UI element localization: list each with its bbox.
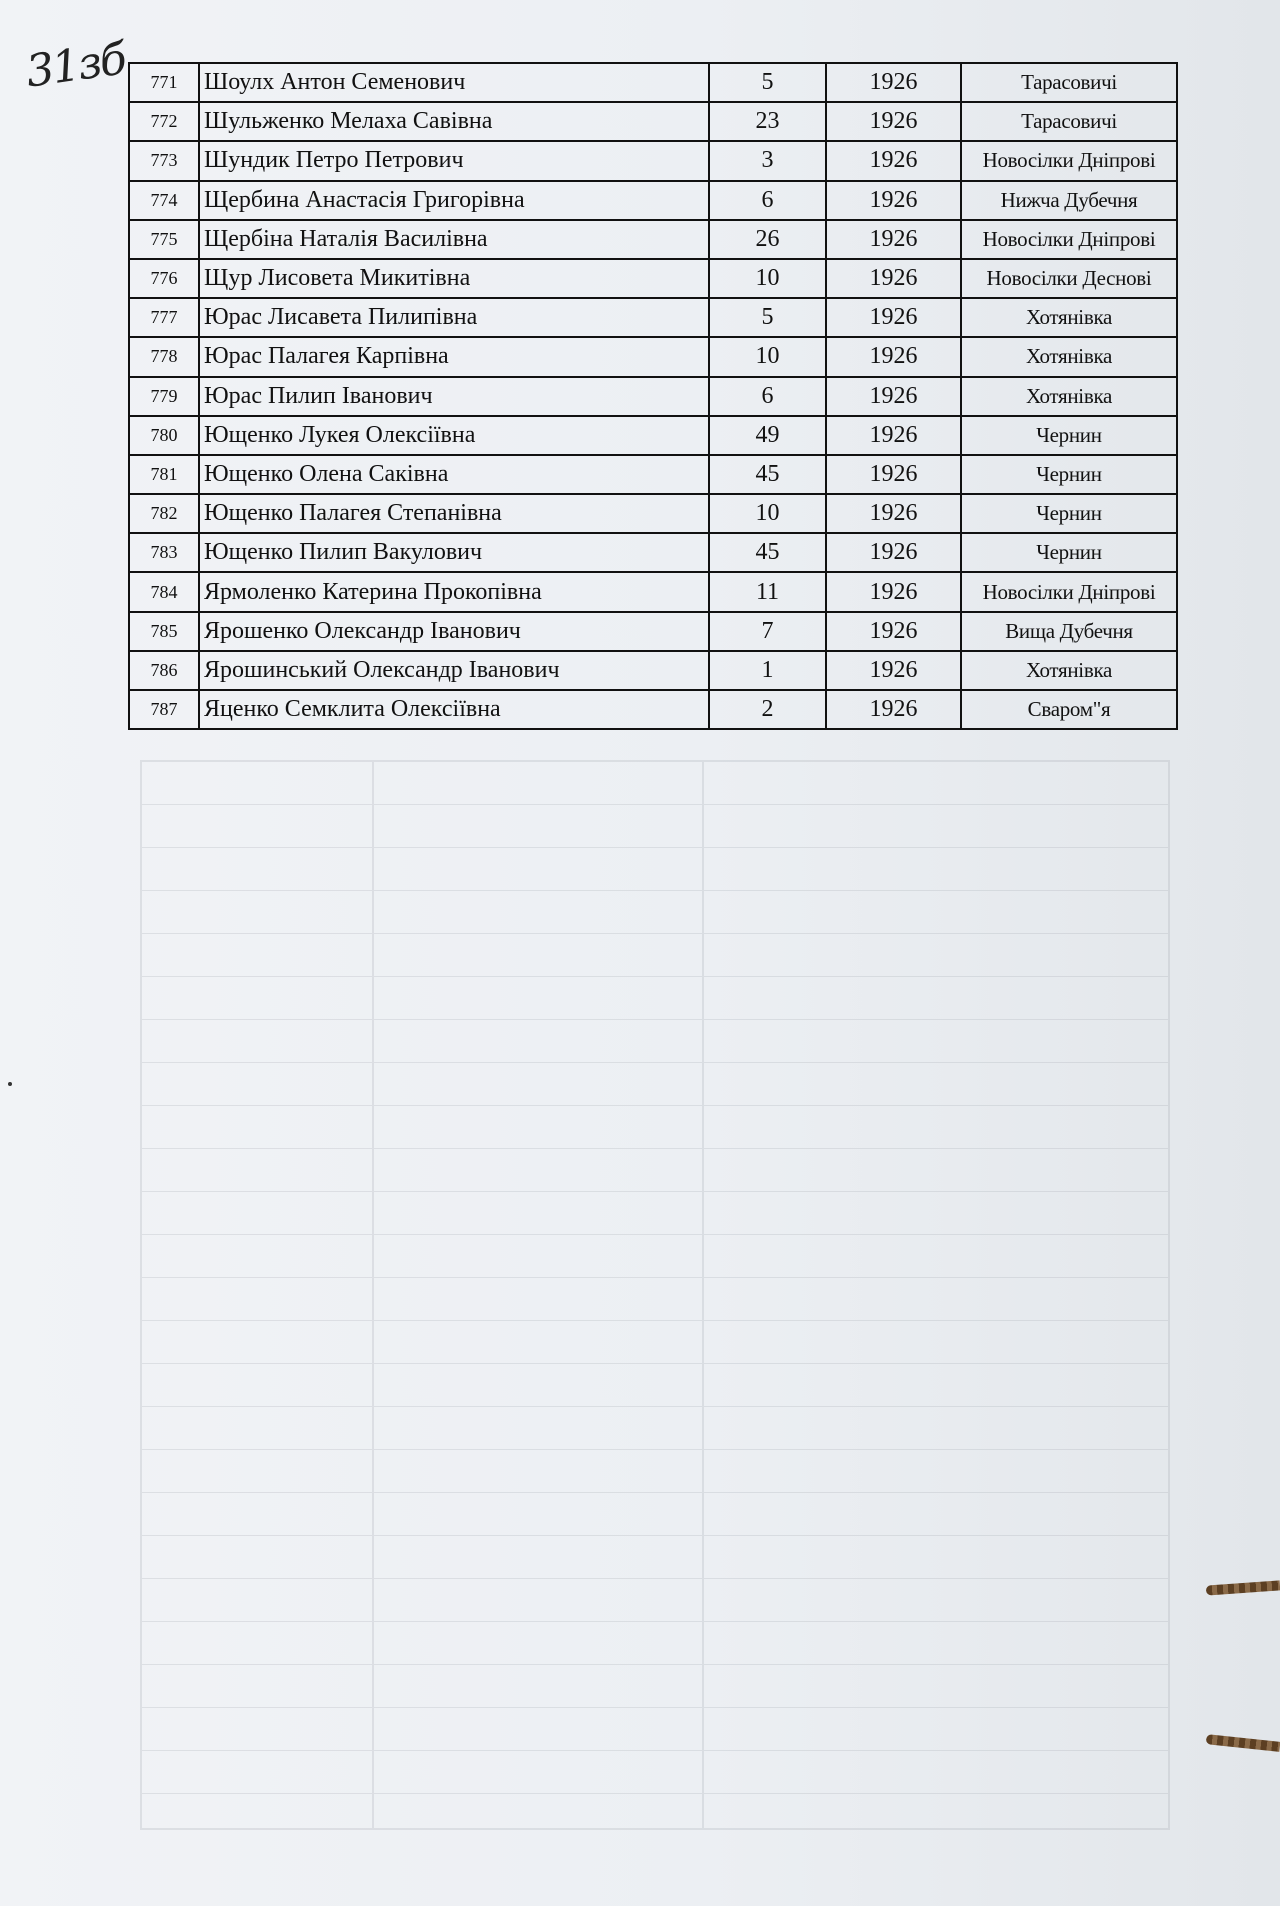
full-name-cell: Яценко Семклита Олексіївна	[199, 690, 709, 729]
year-cell: 1926	[826, 298, 961, 337]
age-cell: 7	[709, 612, 826, 651]
row-number-cell: 771	[129, 63, 199, 102]
village-cell: Новосілки Деснові	[961, 259, 1177, 298]
row-number-cell: 782	[129, 494, 199, 533]
table-row	[129, 377, 1177, 416]
table-row	[129, 298, 1177, 337]
full-name-cell: Шундик Петро Петрович	[199, 141, 709, 180]
age-cell: 5	[709, 63, 826, 102]
age-cell: 45	[709, 533, 826, 572]
year-cell: 1926	[826, 141, 961, 180]
row-number-cell: 778	[129, 337, 199, 376]
age-cell: 10	[709, 259, 826, 298]
row-number-cell: 784	[129, 572, 199, 611]
village-cell: Чернин	[961, 533, 1177, 572]
year-cell: 1926	[826, 612, 961, 651]
village-cell: Сваром"я	[961, 690, 1177, 729]
full-name-cell: Юрас Палагея Карпівна	[199, 337, 709, 376]
year-cell: 1926	[826, 259, 961, 298]
year-cell: 1926	[826, 63, 961, 102]
table-row	[129, 455, 1177, 494]
ink-speck	[8, 1082, 12, 1086]
full-name-cell: Ярмоленко Катерина Прокопівна	[199, 572, 709, 611]
age-cell: 49	[709, 416, 826, 455]
age-cell: 45	[709, 455, 826, 494]
age-cell: 5	[709, 298, 826, 337]
age-cell: 1	[709, 651, 826, 690]
village-cell: Новосілки Дніпрові	[961, 572, 1177, 611]
age-cell: 10	[709, 494, 826, 533]
full-name-cell: Щербина Анастасія Григорівна	[199, 181, 709, 220]
age-cell: 10	[709, 337, 826, 376]
full-name-cell: Ющенко Пилип Вакулович	[199, 533, 709, 572]
age-cell: 6	[709, 181, 826, 220]
village-cell: Тарасовичі	[961, 102, 1177, 141]
table-row	[129, 141, 1177, 180]
full-name-cell: Щербіна Наталія Василівна	[199, 220, 709, 259]
village-cell: Хотянівка	[961, 298, 1177, 337]
binding-thread	[1206, 1734, 1280, 1752]
village-cell: Нижча Дубечня	[961, 181, 1177, 220]
village-cell: Хотянівка	[961, 377, 1177, 416]
full-name-cell: Ющенко Олена Саківна	[199, 455, 709, 494]
age-cell: 2	[709, 690, 826, 729]
village-cell: Хотянівка	[961, 651, 1177, 690]
victims-register-table	[128, 62, 1178, 730]
full-name-cell: Юрас Пилип Іванович	[199, 377, 709, 416]
full-name-cell: Щур Лисовета Микитівна	[199, 259, 709, 298]
village-cell: Тарасовичі	[961, 63, 1177, 102]
year-cell: 1926	[826, 651, 961, 690]
year-cell: 1926	[826, 181, 961, 220]
table-row	[129, 337, 1177, 376]
row-number-cell: 772	[129, 102, 199, 141]
age-cell: 3	[709, 141, 826, 180]
binding-thread	[1206, 1580, 1280, 1595]
table-row	[129, 533, 1177, 572]
age-cell: 11	[709, 572, 826, 611]
table-row	[129, 63, 1177, 102]
village-cell: Чернин	[961, 494, 1177, 533]
bleed-through-table	[140, 760, 1170, 1830]
row-number-cell: 781	[129, 455, 199, 494]
village-cell: Новосілки Дніпрові	[961, 220, 1177, 259]
full-name-cell: Шульженко Мелаха Савівна	[199, 102, 709, 141]
year-cell: 1926	[826, 455, 961, 494]
table-row	[129, 102, 1177, 141]
village-cell: Вища Дубечня	[961, 612, 1177, 651]
age-cell: 26	[709, 220, 826, 259]
full-name-cell: Ющенко Палагея Степанівна	[199, 494, 709, 533]
year-cell: 1926	[826, 102, 961, 141]
age-cell: 6	[709, 377, 826, 416]
row-number-cell: 777	[129, 298, 199, 337]
year-cell: 1926	[826, 416, 961, 455]
row-number-cell: 786	[129, 651, 199, 690]
year-cell: 1926	[826, 494, 961, 533]
row-number-cell: 783	[129, 533, 199, 572]
table-row	[129, 416, 1177, 455]
year-cell: 1926	[826, 377, 961, 416]
age-cell: 23	[709, 102, 826, 141]
table-row	[129, 690, 1177, 729]
village-cell: Хотянівка	[961, 337, 1177, 376]
village-cell: Чернин	[961, 416, 1177, 455]
table-row	[129, 220, 1177, 259]
table-row	[129, 181, 1177, 220]
handwritten-page-number: 31зб	[22, 33, 128, 98]
row-number-cell: 787	[129, 690, 199, 729]
register-table-body	[129, 63, 1177, 729]
village-cell: Новосілки Дніпрові	[961, 141, 1177, 180]
year-cell: 1926	[826, 572, 961, 611]
village-cell: Чернин	[961, 455, 1177, 494]
row-number-cell: 780	[129, 416, 199, 455]
row-number-cell: 773	[129, 141, 199, 180]
table-row	[129, 572, 1177, 611]
year-cell: 1926	[826, 220, 961, 259]
row-number-cell: 785	[129, 612, 199, 651]
full-name-cell: Юрас Лисавета Пилипівна	[199, 298, 709, 337]
row-number-cell: 775	[129, 220, 199, 259]
full-name-cell: Ярошинський Олександр Іванович	[199, 651, 709, 690]
row-number-cell: 774	[129, 181, 199, 220]
row-number-cell: 776	[129, 259, 199, 298]
full-name-cell: Ярошенко Олександр Іванович	[199, 612, 709, 651]
year-cell: 1926	[826, 337, 961, 376]
table-row	[129, 651, 1177, 690]
full-name-cell: Ющенко Лукея Олексіївна	[199, 416, 709, 455]
table-row	[129, 259, 1177, 298]
year-cell: 1926	[826, 533, 961, 572]
row-number-cell: 779	[129, 377, 199, 416]
year-cell: 1926	[826, 690, 961, 729]
full-name-cell: Шоулх Антон Семенович	[199, 63, 709, 102]
table-row	[129, 494, 1177, 533]
table-row	[129, 612, 1177, 651]
